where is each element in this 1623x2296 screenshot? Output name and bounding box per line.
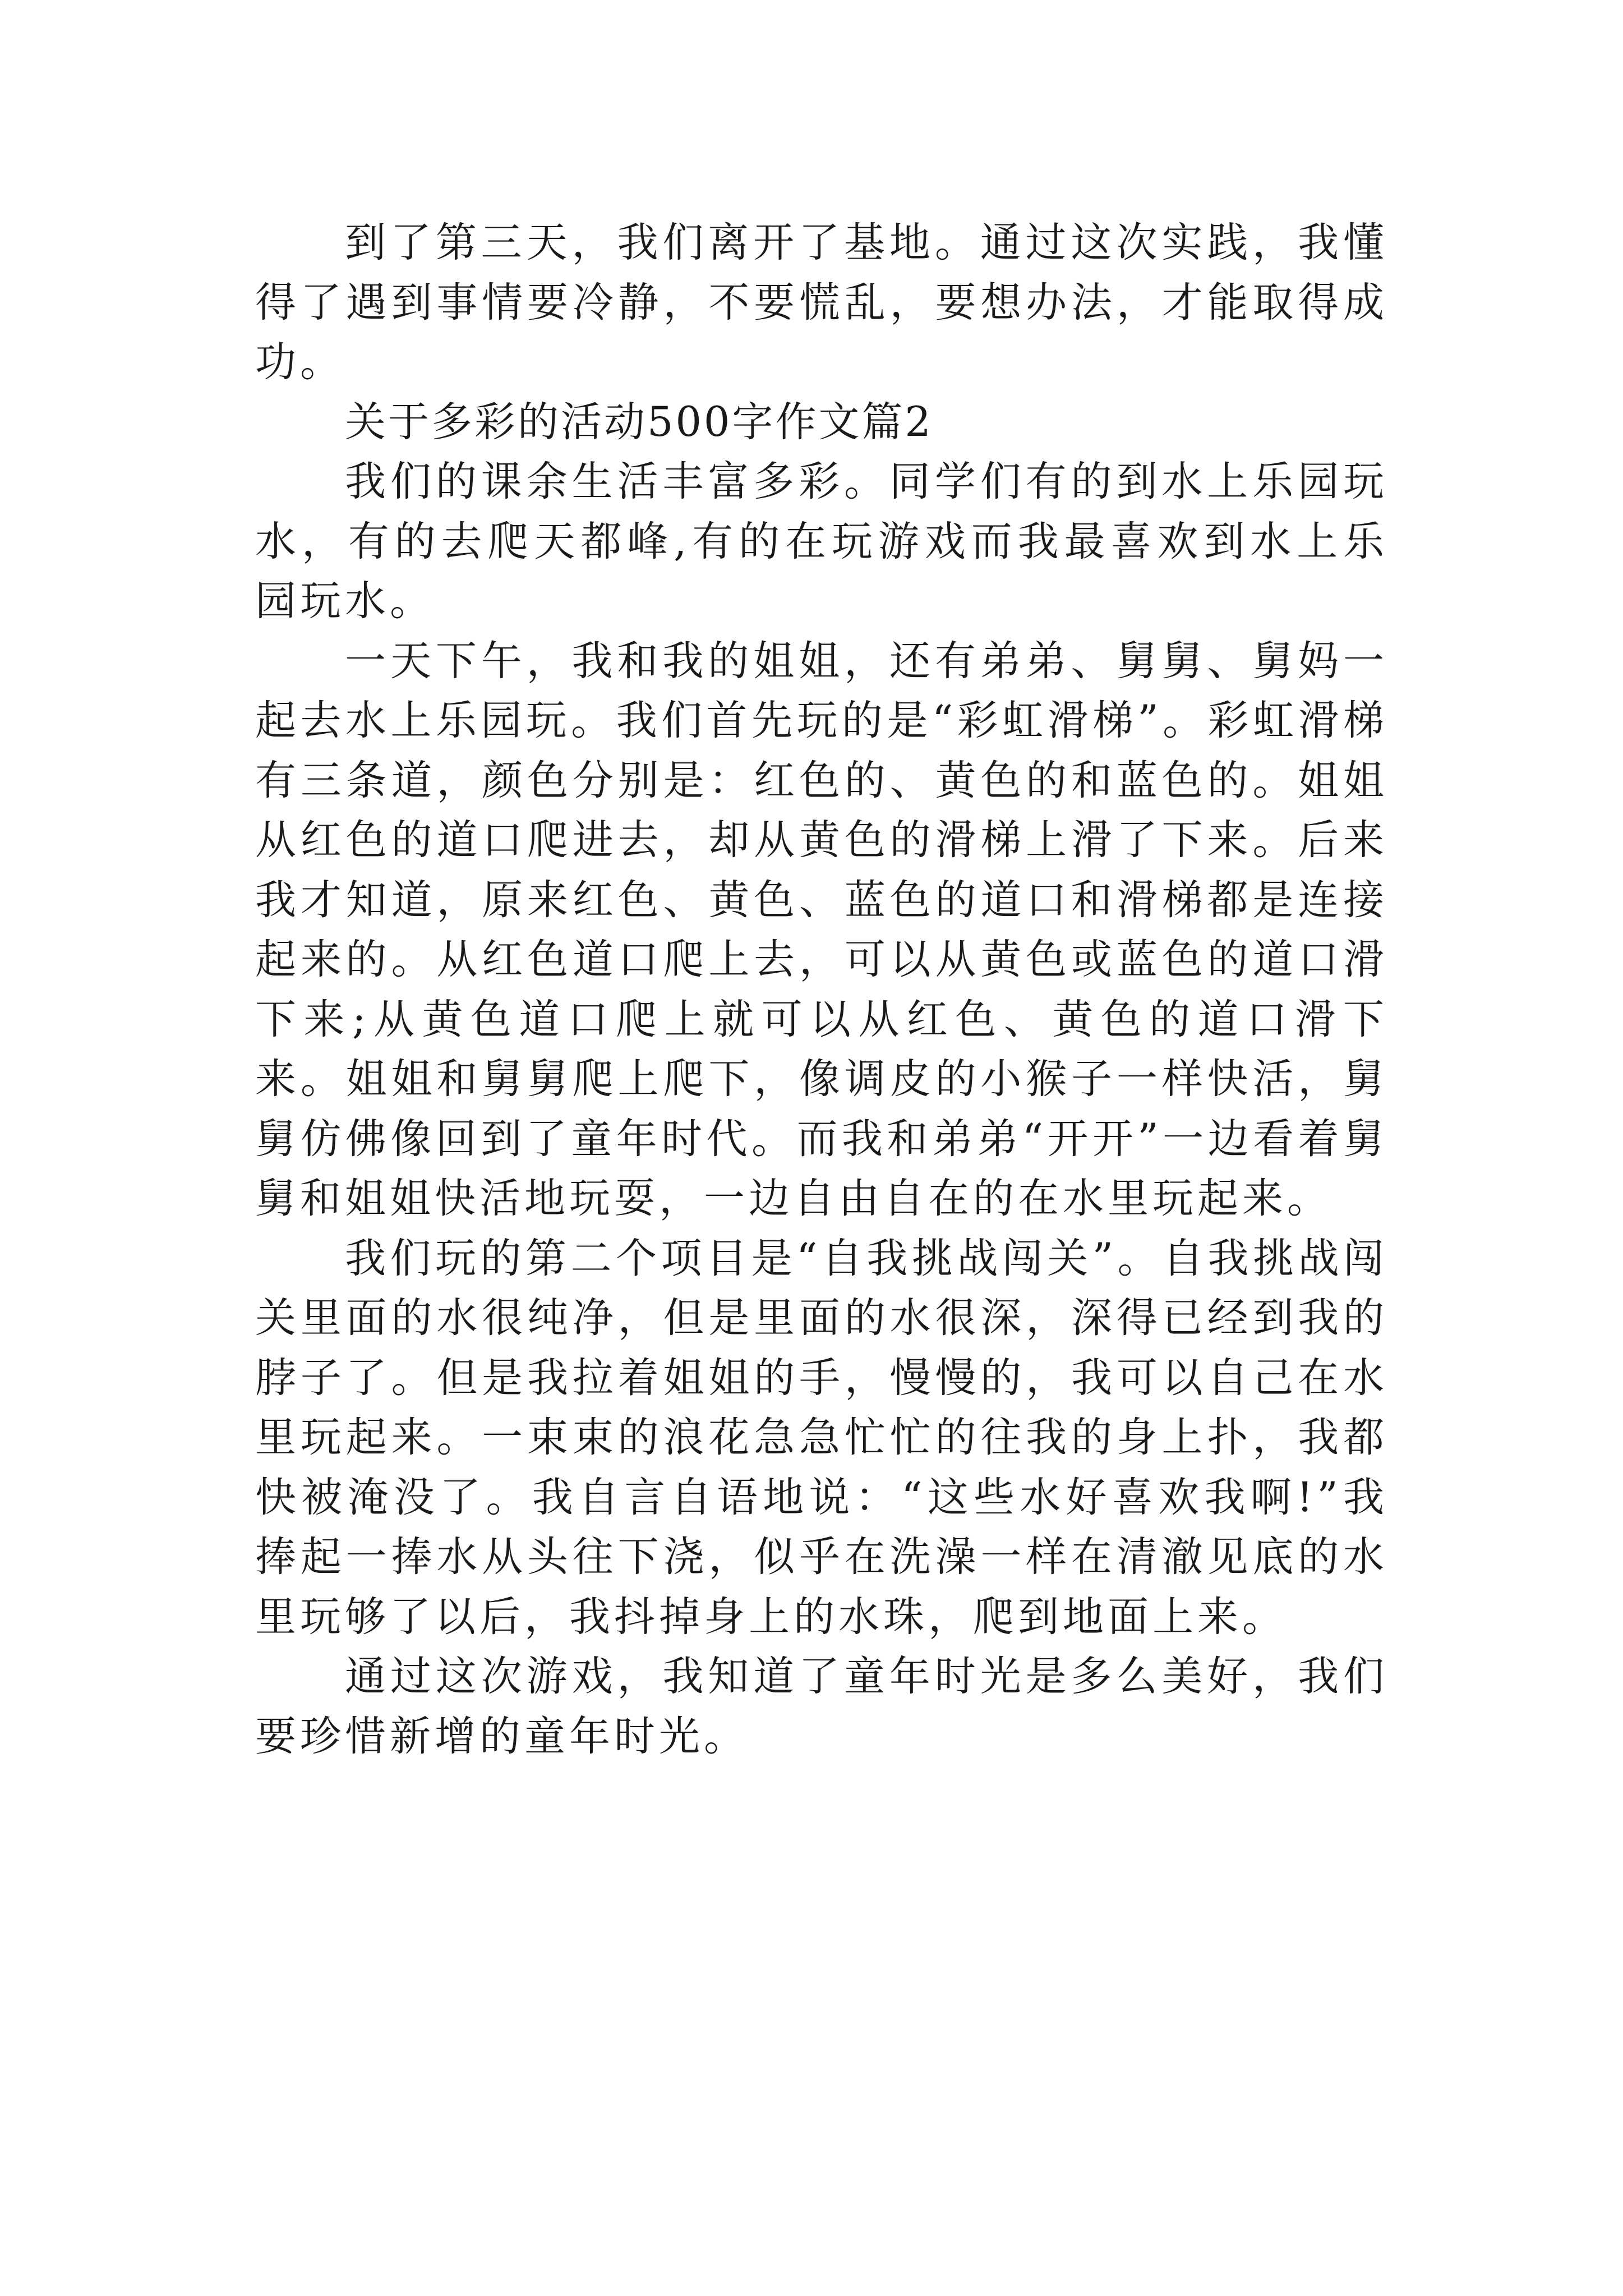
paragraph-activities: 我们的课余生活丰富多彩。同学们有的到水上乐园玩水，有的去爬天都峰,有的在玩游戏而我最喜欢到水上乐园玩水。 [255,458,1388,625]
paragraph-conclusion: 通过这次游戏，我知道了童年时光是多么美好，我们要珍惜新增的童年时光。 [255,1653,1388,1760]
paragraph-rainbow-slide: 一天下午，我和我的姐姐，还有弟弟、舅舅、舅妈一起去水上乐园玩。我们首先玩的是“彩虹滑梯”。彩虹滑梯有三条道，颜色分别是：红色的、黄色的和蓝色的。姐姐从红色的道口爬进去，却从黄色的滑梯上滑了下来。后来我才知道，原来红色、黄色、蓝色的道口和滑梯都是连接起来的。从红色道口爬上去，可以从黄色或蓝色的道口滑下来;从黄色道口爬上就可以从红色、黄色的道口滑下来。姐姐和舅舅爬上爬下，像调皮的小猴子一样快活，舅舅仿佛像回到了童年时代。而我和弟弟“开开”一边看着舅舅和姐姐快活地玩耍，一边自由自在的在水里玩起来。 [255,637,1388,1222]
document-body [255,213,1388,1766]
paragraph-intro-ending: 到了第三天，我们离开了基地。通过这次实践，我懂得了遇到事情要冷静，不要慌乱，要想办法，才能取得成功。 [255,219,1388,386]
section-heading: 关于多彩的活动500字作文篇2 [345,398,933,446]
paragraph-challenge: 我们玩的第二个项目是“自我挑战闯关”。自我挑战闯关里面的水很纯净，但是里面的水很深，深得已经到我的脖子了。但是我拉着姐姐的手，慢慢的，我可以自己在水里玩起来。一束束的浪花急急忙忙的往我的身上扑，我都快被淹没了。我自言自语地说：“这些水好喜欢我啊!”我捧起一捧水从头往下浇，似乎在洗澡一样在清澈见底的水里玩够了以后，我抖掉身上的水珠，爬到地面上来。 [255,1234,1388,1641]
